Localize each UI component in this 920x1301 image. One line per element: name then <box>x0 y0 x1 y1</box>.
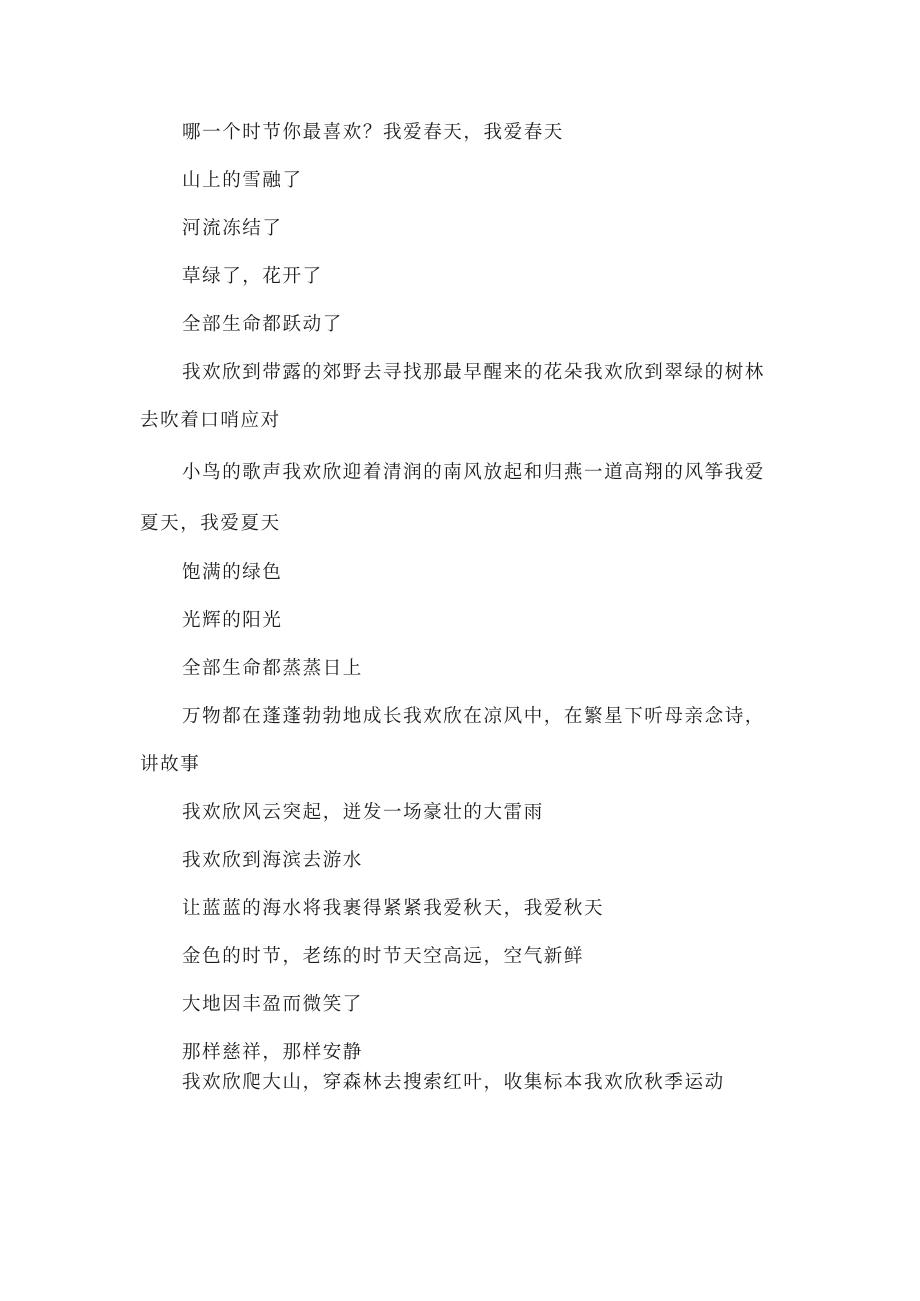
text-line-8: 小鸟的歌声我欢欣迎着清润的南风放起和归燕一道高翔的风筝我爱 <box>182 462 765 483</box>
text-line-18: 金色的时节，老练的时节天空高远，空气新鲜 <box>182 946 585 967</box>
text-line-20: 那样慈祥，那样安静 <box>182 1042 363 1063</box>
text-line-11: 光辉的阳光 <box>182 610 283 631</box>
text-line-15: 我欢欣风云突起，迸发一场豪壮的大雷雨 <box>182 802 544 823</box>
text-line-1: 哪一个时节你最喜欢？我爱春天，我爱春天 <box>182 122 564 143</box>
text-line-19: 大地因丰盈而微笑了 <box>182 994 363 1015</box>
text-line-7: 去吹着口哨应对 <box>140 410 281 431</box>
text-line-21: 我欢欣爬大山，穿森林去搜索红叶，收集标本我欢欣秋季运动 <box>182 1072 725 1093</box>
text-line-13: 万物都在蓬蓬勃勃地成长我欢欣在凉风中，在繁星下听母亲念诗， <box>182 706 765 727</box>
text-line-16: 我欢欣到海滨去游水 <box>182 850 363 871</box>
text-line-4: 草绿了，花开了 <box>182 266 323 287</box>
text-line-12: 全部生命都蒸蒸日上 <box>182 658 363 679</box>
text-line-10: 饱满的绿色 <box>182 562 283 583</box>
text-line-6: 我欢欣到带露的郊野去寻找那最早醒来的花朵我欢欣到翠绿的树林 <box>182 362 765 383</box>
text-line-5: 全部生命都跃动了 <box>182 314 343 335</box>
text-line-9: 夏天，我爱夏天 <box>140 513 281 534</box>
text-line-14: 讲故事 <box>140 754 201 775</box>
text-line-3: 河流冻结了 <box>182 218 283 239</box>
text-line-17: 让蓝蓝的海水将我裹得紧紧我爱秋天，我爱秋天 <box>182 898 605 919</box>
text-line-2: 山上的雪融了 <box>182 170 303 191</box>
